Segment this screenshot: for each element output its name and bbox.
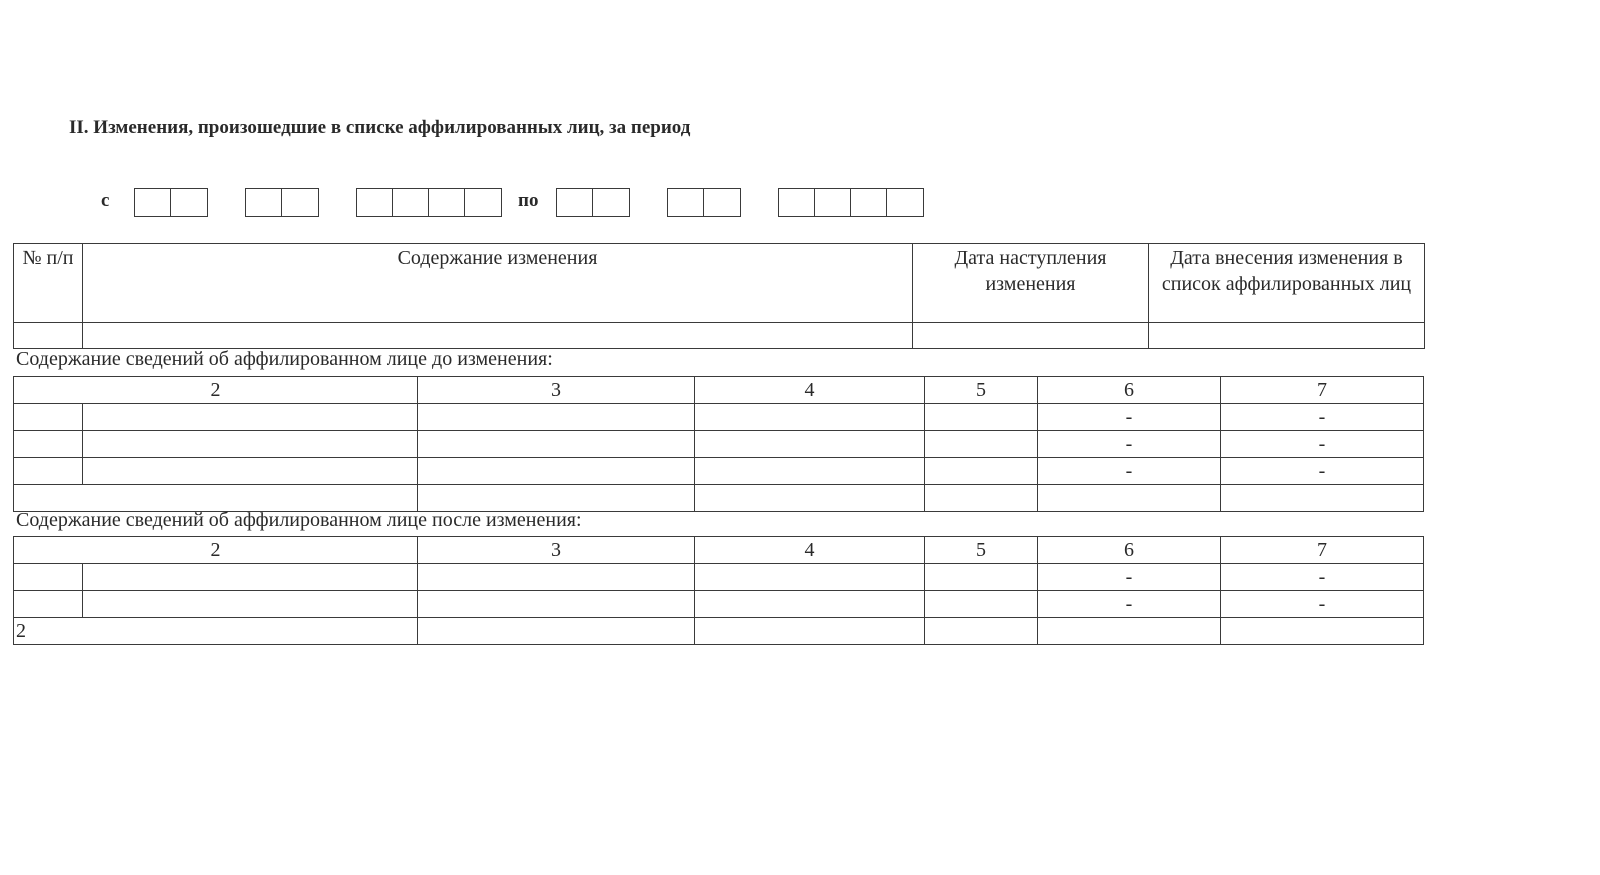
cell[interactable] (14, 404, 83, 431)
table-row (14, 431, 1424, 458)
cell-content[interactable] (83, 323, 913, 349)
cell-date-occurred[interactable] (913, 323, 1149, 349)
cell[interactable] (695, 404, 925, 431)
cell[interactable] (418, 564, 695, 591)
col-number-3: 3 (418, 537, 695, 564)
section-heading: II. Изменения, произошедшие в списке аффилированных лиц, за период (69, 117, 691, 138)
cell-number[interactable] (14, 323, 83, 349)
cell[interactable] (418, 404, 695, 431)
dash-cell[interactable]: - (1221, 404, 1424, 431)
before-caption: Содержание сведений об аффилированном лице до изменения: (16, 348, 553, 370)
col-number-5: 5 (925, 537, 1038, 564)
period-to-label: по (518, 190, 539, 211)
cell[interactable] (83, 564, 418, 591)
to-year-field[interactable] (778, 188, 924, 217)
col-number-2: 2 (14, 537, 418, 564)
cell[interactable] (418, 458, 695, 485)
col-number-7: 7 (1221, 537, 1424, 564)
dash-cell[interactable]: - (1038, 591, 1221, 618)
col-number-5: 5 (925, 377, 1038, 404)
to-month-field[interactable] (667, 188, 741, 217)
cell[interactable] (14, 564, 83, 591)
col-number-4: 4 (695, 537, 925, 564)
cell[interactable] (1038, 618, 1221, 645)
table-row (14, 323, 1425, 349)
cell[interactable] (14, 485, 418, 512)
column-number-row (14, 537, 1424, 564)
cell[interactable] (83, 591, 418, 618)
cell[interactable] (14, 458, 83, 485)
cell[interactable] (83, 431, 418, 458)
table-row (14, 485, 1424, 512)
dash-cell[interactable]: - (1221, 458, 1424, 485)
cell[interactable] (418, 591, 695, 618)
cell[interactable] (695, 458, 925, 485)
dash-cell[interactable]: - (1221, 564, 1424, 591)
table-row (14, 458, 1424, 485)
table-row (14, 618, 1424, 645)
col-number-2: 2 (14, 377, 418, 404)
after-table (13, 536, 1424, 645)
cell[interactable] (418, 485, 695, 512)
cell[interactable] (14, 591, 83, 618)
after-caption: Содержание сведений об аффилированном лице после изменения: (16, 509, 582, 531)
table-row (14, 591, 1424, 618)
cell[interactable] (695, 485, 925, 512)
changes-table (13, 243, 1425, 349)
before-table (13, 376, 1424, 512)
table-row (14, 404, 1424, 431)
col-number-4: 4 (695, 377, 925, 404)
cell[interactable] (695, 591, 925, 618)
cell[interactable] (14, 431, 83, 458)
cell-date-entered[interactable] (1149, 323, 1425, 349)
cell[interactable] (925, 458, 1038, 485)
cell[interactable] (695, 431, 925, 458)
dash-cell[interactable]: - (1038, 431, 1221, 458)
dash-cell[interactable]: - (1221, 431, 1424, 458)
cell[interactable] (1038, 485, 1221, 512)
cell[interactable] (925, 564, 1038, 591)
from-day-field[interactable] (134, 188, 208, 217)
cell[interactable] (925, 618, 1038, 645)
col-number-6: 6 (1038, 377, 1221, 404)
dash-cell[interactable]: - (1038, 458, 1221, 485)
cell[interactable] (695, 618, 925, 645)
header-number: № п/п (14, 244, 83, 323)
table-row (14, 564, 1424, 591)
dash-cell[interactable]: - (1038, 564, 1221, 591)
dash-cell[interactable]: - (1038, 404, 1221, 431)
header-date-entered: Дата внесения изменения в список аффилированных лиц (1149, 244, 1425, 323)
cell[interactable] (83, 458, 418, 485)
from-month-field[interactable] (245, 188, 319, 217)
cell[interactable] (925, 404, 1038, 431)
cell[interactable] (925, 431, 1038, 458)
cell[interactable] (1221, 485, 1424, 512)
cell[interactable] (695, 564, 925, 591)
to-day-field[interactable] (556, 188, 630, 217)
header-date-occurred: Дата наступления изменения (913, 244, 1149, 323)
column-number-row (14, 377, 1424, 404)
cell-row-number[interactable]: 2 (14, 618, 418, 645)
from-year-field[interactable] (356, 188, 502, 217)
col-number-3: 3 (418, 377, 695, 404)
cell[interactable] (925, 485, 1038, 512)
header-content: Содержание изменения (83, 244, 913, 323)
cell[interactable] (83, 404, 418, 431)
col-number-6: 6 (1038, 537, 1221, 564)
cell[interactable] (418, 618, 695, 645)
cell[interactable] (1221, 618, 1424, 645)
cell[interactable] (418, 431, 695, 458)
dash-cell[interactable]: - (1221, 591, 1424, 618)
cell[interactable] (925, 591, 1038, 618)
col-number-7: 7 (1221, 377, 1424, 404)
period-from-label: с (101, 190, 110, 211)
